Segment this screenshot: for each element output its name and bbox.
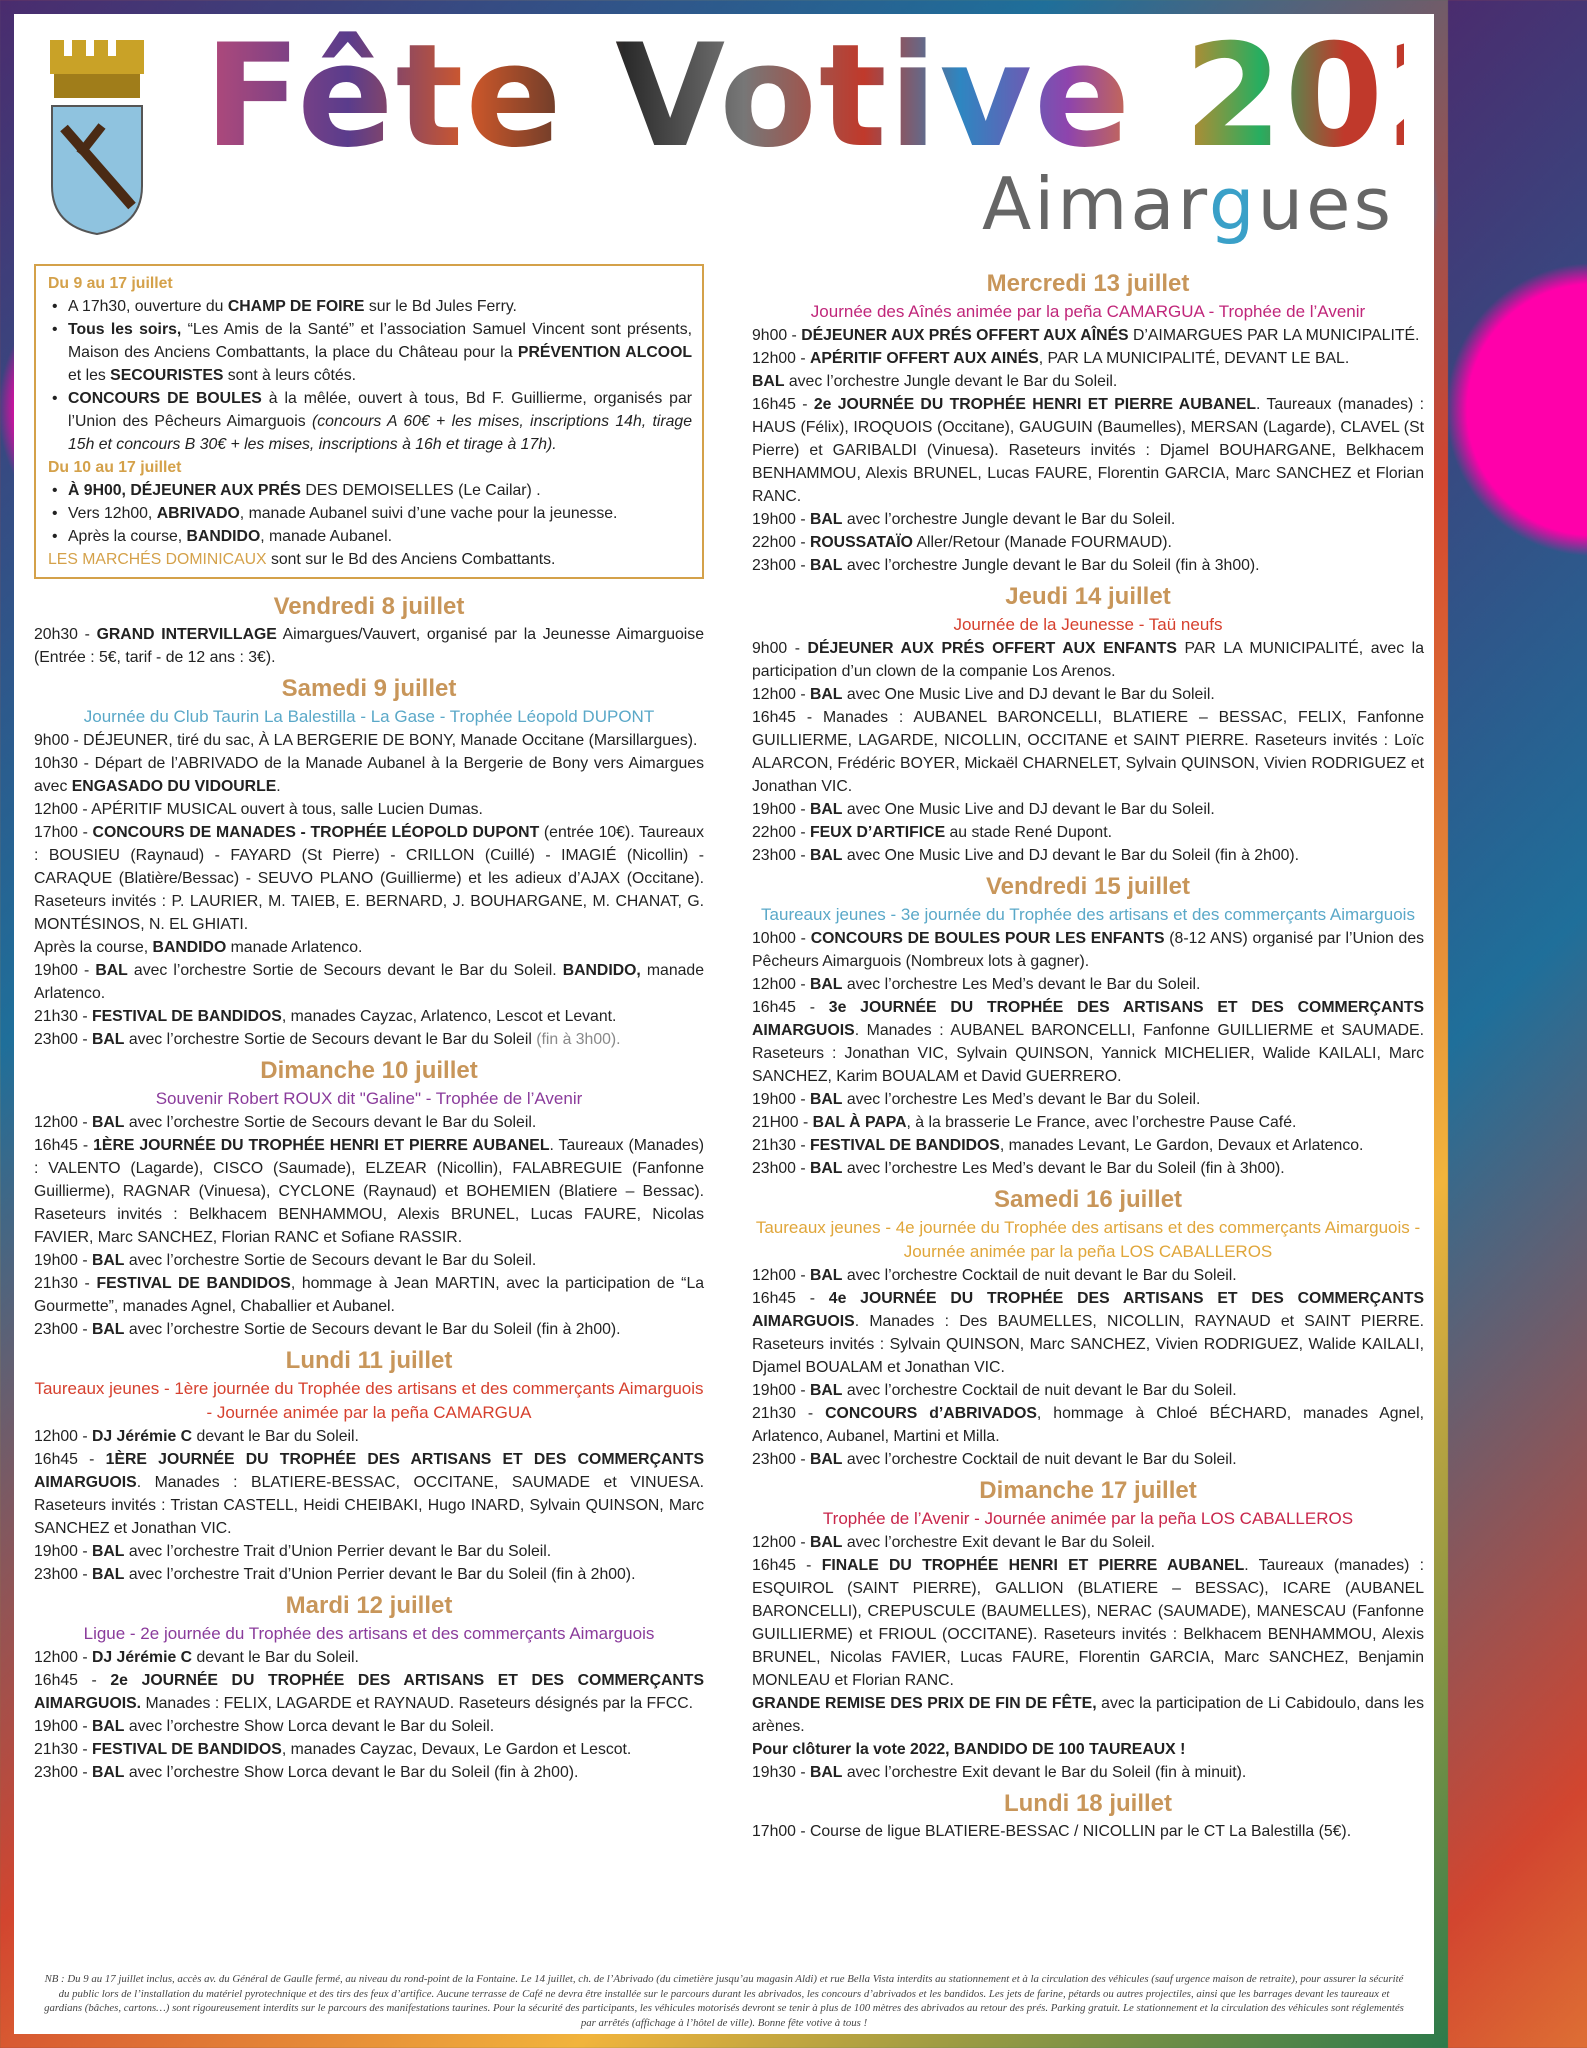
text: manade Arlatenco. [226, 939, 363, 956]
text: sur le Bd Jules Ferry. [364, 298, 517, 315]
box-heading: Du 10 au 17 juillet [48, 459, 182, 476]
text: avec l’orchestre Jungle devant le Bar du Soleil. [842, 511, 1176, 528]
day-subtitle: Trophée de l’Avenir - Journée animée par la peña LOS CABALLEROS [822, 1509, 1354, 1528]
event-line [34, 1715, 704, 1738]
event-line [752, 1531, 1424, 1554]
text-bold: BAL À PAPA [812, 1114, 907, 1131]
list-item [48, 502, 692, 525]
text-bold: BANDIDO [186, 528, 261, 545]
text: avec l’orchestre Cocktail de nuit devant le Bar du Soleil. [842, 1382, 1237, 1399]
list-item [48, 318, 692, 387]
text: 23h00 - [34, 1566, 92, 1583]
text: avec l’orchestre Exit devant le Bar du Soleil. [842, 1534, 1156, 1551]
event-line [752, 927, 1424, 973]
text: avec l’orchestre Sortie de Secours devant le Bar du Soleil [124, 1031, 537, 1048]
text: “Les Amis de la Santé” et l’association Samuel Vincent sont présents, Maison des Anciens Combattants, la place du Château pour la [68, 321, 692, 361]
text-bold: FINALE DU TROPHÉE HENRI ET PIERRE AUBANEL [821, 1557, 1245, 1574]
day-subtitle: Ligue - 2e journée du Trophée des artisans et des commerçants Aimarguois [83, 1624, 655, 1643]
text-bold: BAL [91, 1031, 125, 1048]
text: 23h00 - [34, 1321, 92, 1338]
text: . Taureaux (manades) : ESQUIROL (SAINT PIERRE), GALLION (BLATIERE – BESSAC), ICARE (AUBANEL BARONCELLI), CREPUSCULE (BAUMELLES), NERAC (SAUMADE), MANESCAU (Fanfonne GUILLIERME) et FRIOUL (OCCITANE). Raseteurs invités : Belkhacem BENHAMMOU, Alexis BRUNEL, Nicolas FAVIER, Lucas FAURE, Florentin GARCIA, Marc SANCHEZ, Benjamin MONLEAU et Florian RANC. [752, 1557, 1424, 1689]
text: . Taureaux (manades) : HAUS (Félix), IROQUOIS (Occitane), GAUGUIN (Baumelles), MERSAN (Lagarde), CLAVEL (St Pierre) et GARIBALDI (Vinuesa). Raseteurs invités : Djamel BOUHARGANE, Belkhacem BENHAMMOU, Alexis BRUNEL, Lucas FAURE, Florentin GARCIA, Marc SANCHEZ et Florian RANC. [752, 396, 1424, 505]
event-line [752, 508, 1424, 531]
text: à la mêlée, ouvert à tous, Bd F. Guillierme, organisés par l’Union des Pêcheurs Aimarguois [68, 390, 693, 430]
box-list [48, 295, 692, 456]
day-subtitle: Taureaux jeunes - 3e journée du Trophée des artisans et des commerçants Aimarguois [761, 905, 1415, 924]
text: avec One Music Live and DJ devant le Bar du Soleil. [842, 801, 1215, 818]
event-line [752, 393, 1424, 508]
event-line [752, 1402, 1424, 1448]
event-line [34, 1318, 704, 1341]
text: 21h30 - [34, 1275, 97, 1292]
text: avec One Music Live and DJ devant le Bar du Soleil (fin à 2h00). [842, 847, 1300, 864]
town-name [982, 164, 1394, 244]
town-name-part: Aimar [981, 162, 1209, 246]
list-item [48, 295, 692, 318]
text: avec l’orchestre Show Lorca devant le Bar du Soleil. [124, 1718, 495, 1735]
event-line [752, 347, 1424, 370]
day-heading: Samedi 16 juillet [993, 1186, 1183, 1213]
text: , PAR LA MUNICIPALITÉ, DEVANT LE BAL. [1038, 350, 1350, 367]
text: avec l’orchestre Jungle devant le Bar du Soleil (fin à 3h00). [842, 557, 1260, 574]
markets-note [48, 548, 692, 571]
text: 16h45 - [752, 1290, 829, 1307]
text: , manades Cayzac, Arlatenco, Lescot et Levant. [281, 1008, 617, 1025]
text: avec One Music Live and DJ devant le Bar du Soleil. [842, 686, 1215, 703]
day-subtitle: Souvenir Robert ROUX dit "Galine" - Trophée de l’Avenir [155, 1089, 583, 1108]
event-line [752, 1692, 1424, 1738]
text: manade Arlatenco. [34, 962, 704, 1002]
text: 12h00 - [752, 1534, 810, 1551]
town-name-part: ues [1257, 162, 1394, 246]
day-heading: Mercredi 13 juillet [986, 270, 1190, 297]
event-line [752, 821, 1424, 844]
text-bold: BAL [809, 1534, 843, 1551]
text: avec l’orchestre Jungle devant le Bar du Soleil. [784, 373, 1118, 390]
text: 12h00 - [34, 1428, 92, 1445]
poster [14, 14, 1587, 2034]
event-line [34, 1669, 704, 1715]
text-bold: CONCOURS d’ABRIVADOS [825, 1405, 1037, 1422]
text: avec l’orchestre Show Lorca devant le Bar du Soleil (fin à 2h00). [124, 1764, 579, 1781]
text: devant le Bar du Soleil. [192, 1428, 359, 1445]
text-bold: CONCOURS DE BOULES POUR LES ENFANTS [810, 930, 1165, 947]
text: 19h00 - [752, 801, 810, 818]
text: 19h00 - [752, 1382, 810, 1399]
text: 23h00 - [34, 1031, 92, 1048]
text: 16h45 - [34, 1137, 94, 1154]
text: , manades Cayzac, Devaux, Le Gardon et Lescot. [281, 1741, 632, 1758]
event-line [34, 936, 704, 959]
text: 10h30 - Départ de l’ABRIVADO de la Manade Aubanel à la Bergerie de Bony vers Aimargues avec [34, 755, 704, 795]
event-line [752, 1157, 1424, 1180]
text: 16h45 - [752, 999, 829, 1016]
town-name-accent: g [1208, 162, 1258, 246]
text: 19h00 - [752, 511, 810, 528]
text: avec l’orchestre Sortie de Secours devant le Bar du Soleil. [124, 1114, 537, 1131]
event-line [34, 1761, 704, 1784]
text-bold: BAL [91, 1718, 125, 1735]
event-line [34, 959, 704, 1005]
day-heading: Vendredi 15 juillet [985, 873, 1191, 900]
text: 16h45 - [752, 1557, 822, 1574]
text-bold: BAL [809, 1267, 843, 1284]
text-bold: FESTIVAL DE BANDIDOS [91, 1741, 282, 1758]
text: 12h00 - [752, 350, 810, 367]
text-highlight: LES MARCHÉS DOMINICAUX [48, 551, 267, 568]
day-heading: Lundi 11 juillet [285, 1347, 453, 1374]
text: devant le Bar du Soleil. [192, 1649, 359, 1666]
footer-note: NB : Du 9 au 17 juillet inclus, accès av. du Général de Gaulle fermé, au niveau du rond-point de la Fontaine. Le 14 juillet, ch. de l’Abrivado (du cimetière jusqu’au magasin Aldi) et rue Bella Vista interdits au stationnement et à la circulation des véhicules (sauf urgence maison de retraite), pour assurer la sécurité du public lors de l’installation du matériel pyrotechnique et des tirs des feux d’artifice. Aucune terrasse de Café ne devra être installée sur le parcours durant les abrivados, les concours d’abrivados et les bandidos. Les jets de farine, pétards ou autres projectiles, ainsi que les barrages devant les taureaux et gardians (bâches, cartons…) sont rigoureusement interdits sur le parcours des manifestations taurines. Pour la sécurité des participants, les véhicules motorisés devront se tenir à plus de 100 mètres des abrivados au retour des prés. Parking gratuit. Le stationnement et la circulation des véhicules sont réglementés par arrêtés (affichage à l’hôtel de ville). Bonne fête votive à tous ! [44, 1973, 1404, 2029]
text: (entrée 10€). Taureaux : BOUSIEU (Raynaud) - FAYARD (St Pierre) - CRILLON (Cuillé) - IMAGIÉ (Nicollin) - CARAQUE (Blatière/Bessac) - SEUVO PLANO (Guillierme) et les adieux d’AJAX (Occitane). Raseteurs invités : P. LAURIER, M. TAIEB, E. BERNARD, J. BOUHARGANE, M. CHANAT, G. MONTÉSINOS, N. EL GHIATI. [34, 824, 704, 933]
text-italic: (concours A 60€ + les mises, inscriptions 14h, tirage 15h et concours B 30€ + les mises, inscriptions à 16h et tirage à 17h). [68, 413, 692, 453]
text: (8-12 ANS) organisé par l’Union des Pêcheurs Aimarguois (Nombreux lots à gagner). [752, 930, 1424, 970]
text-bold: BAL [91, 1321, 125, 1338]
text-bold: DÉJEUNER AUX PRÉS OFFERT AUX AÎNÉS [801, 327, 1129, 344]
box-list [48, 479, 692, 548]
text-bold: ROUSSATAÏO [809, 534, 913, 551]
town-crest-icon [42, 36, 152, 236]
text-bold: 1ÈRE JOURNÉE DU TROPHÉE DES ARTISANS ET DES COMMERÇANTS AIMARGUOIS [34, 1451, 704, 1491]
text: sont à leurs côtés. [223, 367, 356, 384]
text: 19h00 - [34, 1718, 92, 1735]
text-bold: CHAMP DE FOIRE [227, 298, 365, 315]
text: 21h30 - [34, 1741, 92, 1758]
event-line [34, 1028, 704, 1051]
text: avec l’orchestre Cocktail de nuit devant le Bar du Soleil. [842, 1267, 1237, 1284]
text-bold: BAL [809, 976, 843, 993]
event-line [752, 637, 1424, 683]
text: Après la course, [34, 939, 153, 956]
text: (fin à 3h00). [536, 1031, 621, 1048]
text: 16h45 - [34, 1451, 106, 1468]
text-bold: DÉJEUNER AUX PRÉS OFFERT AUX ENFANTS [807, 640, 1177, 657]
text-bold: BAL [752, 373, 785, 390]
day-heading: Jeudi 14 juillet [1005, 583, 1171, 610]
text: 12h00 - [752, 976, 810, 993]
text-bold: BAL [95, 962, 128, 979]
text: 9h00 - [752, 327, 802, 344]
text: avec l’orchestre Trait d’Union Perrier devant le Bar du Soleil. [124, 1543, 552, 1560]
text: 23h00 - [752, 1451, 810, 1468]
text: avec l’orchestre Cocktail de nuit devant le Bar du Soleil. [842, 1451, 1237, 1468]
text: , hommage à Jean MARTIN, avec la participation de “La Gourmette”, manades Agnel, Chaballier et Aubanel. [34, 1275, 705, 1315]
text: , hommage à Chloé BÉCHARD, manades Agnel, Arlatenco, Aubanel, Martini et Milla. [752, 1405, 1424, 1445]
event-line [752, 996, 1424, 1088]
text: 22h00 - [752, 534, 810, 551]
box-heading: Du 9 au 17 juillet [48, 275, 173, 292]
text: 9h00 - [752, 640, 808, 657]
text-bold: GRANDE REMISE DES PRIX DE FIN DE FÊTE, [752, 1695, 1097, 1712]
page-title: Fête Votive 2022 [204, 14, 1587, 179]
text-bold: ABRIVADO [156, 505, 240, 522]
text: et les [68, 367, 111, 384]
text: avec l’orchestre Sortie de Secours devant le Bar du Soleil (fin à 2h00). [124, 1321, 621, 1338]
day-subtitle: Taureaux jeunes - 4e journée du Trophée des artisans et des commerçants Aimarguois - Journée animée par la peña LOS CABALLEROS [755, 1218, 1421, 1261]
event-line [34, 623, 704, 669]
event-line: 16h45 - Manades : AUBANEL BARONCELLI, BLATIERE – BESSAC, FELIX, Fanfonne GUILLIERME, LAGARDE, NICOLLIN, OCCITANE et SAINT PIERRE. Raseteurs invités : Loïc ALARCON, Frédéric BOYER, Mickaël CHARNELET, Sylvain QUINSON, Vivien RODRIGUEZ et Jonathan VIC. [752, 709, 1424, 795]
text-bold: CONCOURS DE MANADES - TROPHÉE LÉOPOLD DUPONT [92, 824, 540, 841]
event-line [34, 1005, 704, 1028]
event-line [752, 798, 1424, 821]
text: 21h30 - [34, 1008, 92, 1025]
event-line [752, 531, 1424, 554]
text: 19h00 - [752, 1091, 810, 1108]
text: au stade René Dupont. [945, 824, 1112, 841]
text: 23h00 - [752, 1160, 810, 1177]
text-bold: BAL [91, 1114, 125, 1131]
text: Après la course, [68, 528, 187, 545]
event-line [752, 324, 1424, 347]
event-line [34, 1249, 704, 1272]
text: 12h00 - [752, 1267, 810, 1284]
text-bold: APÉRITIF OFFERT AUX AINÉS [809, 350, 1039, 367]
event-line [34, 752, 704, 798]
text-bold: BAL [91, 1543, 125, 1560]
text-bold: BAL [809, 801, 843, 818]
event-line [34, 1425, 704, 1448]
text: avec l’orchestre Les Med’s devant le Bar du Soleil. [842, 1091, 1201, 1108]
text: 19h30 - [752, 1764, 810, 1781]
text: D’AIMARGUES PAR LA MUNICIPALITÉ. [1128, 327, 1420, 344]
text-bold: Pour clôturer la vote 2022, BANDIDO DE 100 TAUREAUX ! [752, 1741, 1186, 1758]
text: Vers 12h00, [68, 505, 157, 522]
day-heading: Vendredi 8 juillet [273, 593, 465, 620]
event-line [752, 973, 1424, 996]
text-bold: 3e JOURNÉE DU TROPHÉE DES ARTISANS ET DES COMMERÇANTS AIMARGUOIS [752, 999, 1424, 1039]
text: . Manades : AUBANEL BARONCELLI, Fanfonne GUILLIERME et SAUMADE. Raseteurs : Jonathan VIC, Sylvain QUINSON, Yannick MICHELIER, Walide KAILALI, Marc SANCHEZ, Karim BOUALAM et David GUERRERO. [752, 1022, 1424, 1085]
day-heading: Mardi 12 juillet [285, 1592, 453, 1619]
text: 21h30 - [752, 1405, 826, 1422]
event-line [34, 1272, 704, 1318]
text: DES DEMOISELLES (Le Cailar) . [300, 482, 541, 499]
event-line [34, 821, 704, 936]
text: 21H00 - [752, 1114, 813, 1131]
text-bold: CONCOURS DE BOULES [68, 390, 262, 407]
event-line [752, 1287, 1424, 1379]
text: . Manades : BLATIERE-BESSAC, OCCITANE, SAUMADE et VINUESA. Raseteurs invités : Tristan CASTELL, Heidi CHEIBAKI, Hugo INARD, Sylvain QUINSON, Marc SANCHEZ et Jonathan VIC. [34, 1474, 704, 1537]
text-bold: BAL [809, 686, 843, 703]
event-line: 17h00 - Course de ligue BLATIERE-BESSAC / NICOLLIN par le CT La Balestilla (5€). [752, 1823, 1352, 1840]
event-line [34, 1738, 704, 1761]
event-line [752, 1264, 1424, 1287]
text-bold: PRÉVENTION ALCOOL [517, 344, 693, 361]
text: sont sur le Bd des Anciens Combattants. [266, 551, 556, 568]
text: avec l’orchestre Exit devant le Bar du Soleil (fin à minuit). [842, 1764, 1247, 1781]
text: 21h30 - [752, 1137, 810, 1154]
text: Aller/Retour (Manade FOURMAUD). [912, 534, 1172, 551]
text: avec la participation de Li Cabidoulo, dans les arènes. [752, 1695, 1424, 1735]
text: 20h30 - [34, 626, 97, 643]
event-line: 12h00 - APÉRITIF MUSICAL ouvert à tous, salle Lucien Dumas. [34, 801, 483, 818]
text: avec l’orchestre Les Med’s devant le Bar du Soleil. [842, 976, 1201, 993]
text-bold: BAL [91, 1252, 125, 1269]
text-bold: BAL [809, 1451, 843, 1468]
right-column [752, 264, 1424, 1843]
list-item [48, 387, 692, 456]
day-subtitle: Journée du Club Taurin La Balestilla - La Gase - Trophée Léopold DUPONT [83, 707, 655, 726]
day-subtitle: Journée de la Jeunesse - Taü neufs [953, 615, 1223, 634]
text-bold: BAL [809, 557, 843, 574]
text: 19h00 - [34, 962, 96, 979]
text-bold: DJ Jérémie C [91, 1649, 193, 1666]
text-bold: FESTIVAL DE BANDIDOS [96, 1275, 291, 1292]
text-bold: GRAND INTERVILLAGE [96, 626, 277, 643]
text: 16h45 - [752, 396, 814, 413]
text-bold: DJ Jérémie C [91, 1428, 193, 1445]
text-bold: 1ÈRE JOURNÉE DU TROPHÉE HENRI ET PIERRE AUBANEL [93, 1137, 550, 1154]
text-bold: FESTIVAL DE BANDIDOS [91, 1008, 282, 1025]
text: avec l’orchestre Sortie de Secours devant le Bar du Soleil. [127, 962, 563, 979]
event-line [752, 1088, 1424, 1111]
text: 12h00 - [34, 1114, 92, 1131]
text-bold: FEUX D’ARTIFICE [809, 824, 946, 841]
text: 17h00 - [34, 824, 93, 841]
info-box [34, 264, 704, 579]
text: 23h00 - [752, 557, 810, 574]
event-line [752, 1554, 1424, 1692]
text: 10h00 - [752, 930, 811, 947]
text: 19h00 - [34, 1252, 92, 1269]
text: avec l’orchestre Sortie de Secours devant le Bar du Soleil. [124, 1252, 537, 1269]
text: , manade Aubanel. [260, 528, 392, 545]
text-bold: 2e JOURNÉE DU TROPHÉE DES ARTISANS ET DES COMMERÇANTS AIMARGUOIS. [34, 1672, 704, 1712]
list-item [48, 525, 692, 548]
text-bold: BAL [809, 1764, 843, 1781]
text-bold: BAL [809, 511, 843, 528]
text-bold: BAL [809, 1382, 843, 1399]
text: A 17h30, ouverture du [68, 298, 228, 315]
text-bold: À 9H00, DÉJEUNER AUX PRÉS [68, 482, 301, 499]
text-bold: 4e JOURNÉE DU TROPHÉE DES ARTISANS ET DES COMMERÇANTS AIMARGUOIS [752, 1290, 1424, 1330]
event-line [752, 1448, 1424, 1471]
text-bold: BAL [809, 1091, 843, 1108]
day-heading: Dimanche 10 juillet [260, 1057, 478, 1084]
day-subtitle: Taureaux jeunes - 1ère journée du Trophée des artisans et des commerçants Aimarguois - Journée animée par la peña CAMARGUA [34, 1379, 704, 1422]
text: . Taureaux (Manades) : VALENTO (Lagarde), CISCO (Saumade), ELZEAR (Nicollin), FALABREGUIE (Fanfonne Guillierme), RAGNAR (Vinuesa), CYCLONE (Raynaud) et BOHEMIEN (Blatiere – Bessac). Raseteurs invités : Belkhacem BENHAMMOU, Alexis BRUNEL, Lucas FAURE, Nicolas FAVIER, Marc SANCHEZ, Florian RANC et Sofiane RASSIR. [34, 1137, 705, 1246]
text-bold: BANDIDO, [562, 962, 641, 979]
event-line: 9h00 - DÉJEUNER, tiré du sac, À LA BERGERIE DE BONY, Manade Occitane (Marsillargues). [34, 732, 698, 749]
header [14, 14, 1587, 264]
text: 16h45 - [34, 1672, 111, 1689]
day-heading: Samedi 9 juillet [281, 675, 457, 702]
event-line [34, 1448, 704, 1540]
text: , à la brasserie Le France, avec l’orchestre Pause Café. [906, 1114, 1297, 1131]
event-line [34, 1646, 704, 1669]
text-bold: 2e JOURNÉE DU TROPHÉE HENRI ET PIERRE AUBANEL [813, 396, 1257, 413]
event-line [752, 370, 1424, 393]
text: 12h00 - [752, 686, 810, 703]
event-line [752, 1134, 1424, 1157]
text-bold: ENGASADO DU VIDOURLE [71, 778, 277, 795]
event-line [752, 1761, 1424, 1784]
text: avec l’orchestre Trait d’Union Perrier devant le Bar du Soleil (fin à 2h00). [124, 1566, 636, 1583]
text: . Manades : Des BAUMELLES, NICOLLIN, RAYNAUD et SAINT PIERRE. Raseteurs invités : Sylvain QUINSON, Marc SANCHEZ, Vivien RODRIGUEZ, Walide KAILALI, Djamel BOUALAM et Jonathan VIC. [752, 1313, 1424, 1376]
text: PAR LA MUNICIPALITÉ, avec la participation d’un clown de la companie Los Arenos. [752, 640, 1424, 680]
text-bold: FESTIVAL DE BANDIDOS [809, 1137, 1000, 1154]
text: 22h00 - [752, 824, 810, 841]
day-heading: Lundi 18 juillet [1003, 1790, 1172, 1817]
day-heading: Dimanche 17 juillet [979, 1477, 1197, 1504]
text-bold: Tous les soirs, [68, 321, 182, 338]
left-column [34, 264, 704, 1784]
event-line [752, 683, 1424, 706]
event-line [34, 1111, 704, 1134]
text-bold: BAL [91, 1566, 125, 1583]
list-item [48, 479, 692, 502]
text-bold: BANDIDO [152, 939, 227, 956]
day-subtitle: Journée des Aînés animée par la peña CAMARGUA - Trophée de l’Avenir [810, 302, 1366, 321]
text: Manades : FELIX, LAGARDE et RAYNAUD. Raseteurs désignés par la FFCC. [141, 1695, 694, 1712]
event-line [752, 1111, 1424, 1134]
text-bold: BAL [809, 847, 843, 864]
event-line [752, 554, 1424, 577]
text: . [276, 778, 281, 795]
event-line [34, 1563, 704, 1586]
text: 12h00 - [34, 1649, 92, 1666]
text: 23h00 - [34, 1764, 92, 1781]
text: 19h00 - [34, 1543, 92, 1560]
event-line [752, 1738, 1424, 1761]
text-bold: BAL [809, 1160, 843, 1177]
text: Aimargues/Vauvert, organisé par la Jeunesse Aimarguoise (Entrée : 5€, tarif - de 12 ans : 3€). [34, 626, 704, 666]
text-bold: BAL [91, 1764, 125, 1781]
event-line [752, 844, 1424, 867]
text: avec l’orchestre Les Med’s devant le Bar du Soleil (fin à 3h00). [842, 1160, 1285, 1177]
text-bold: SECOURISTES [110, 367, 224, 384]
text: 23h00 - [752, 847, 810, 864]
event-line [34, 1134, 704, 1249]
event-line [752, 1379, 1424, 1402]
text: , manades Levant, Le Gardon, Devaux et Arlatenco. [999, 1137, 1364, 1154]
event-line [34, 1540, 704, 1563]
text: , manade Aubanel suivi d’une vache pour la jeunesse. [239, 505, 618, 522]
